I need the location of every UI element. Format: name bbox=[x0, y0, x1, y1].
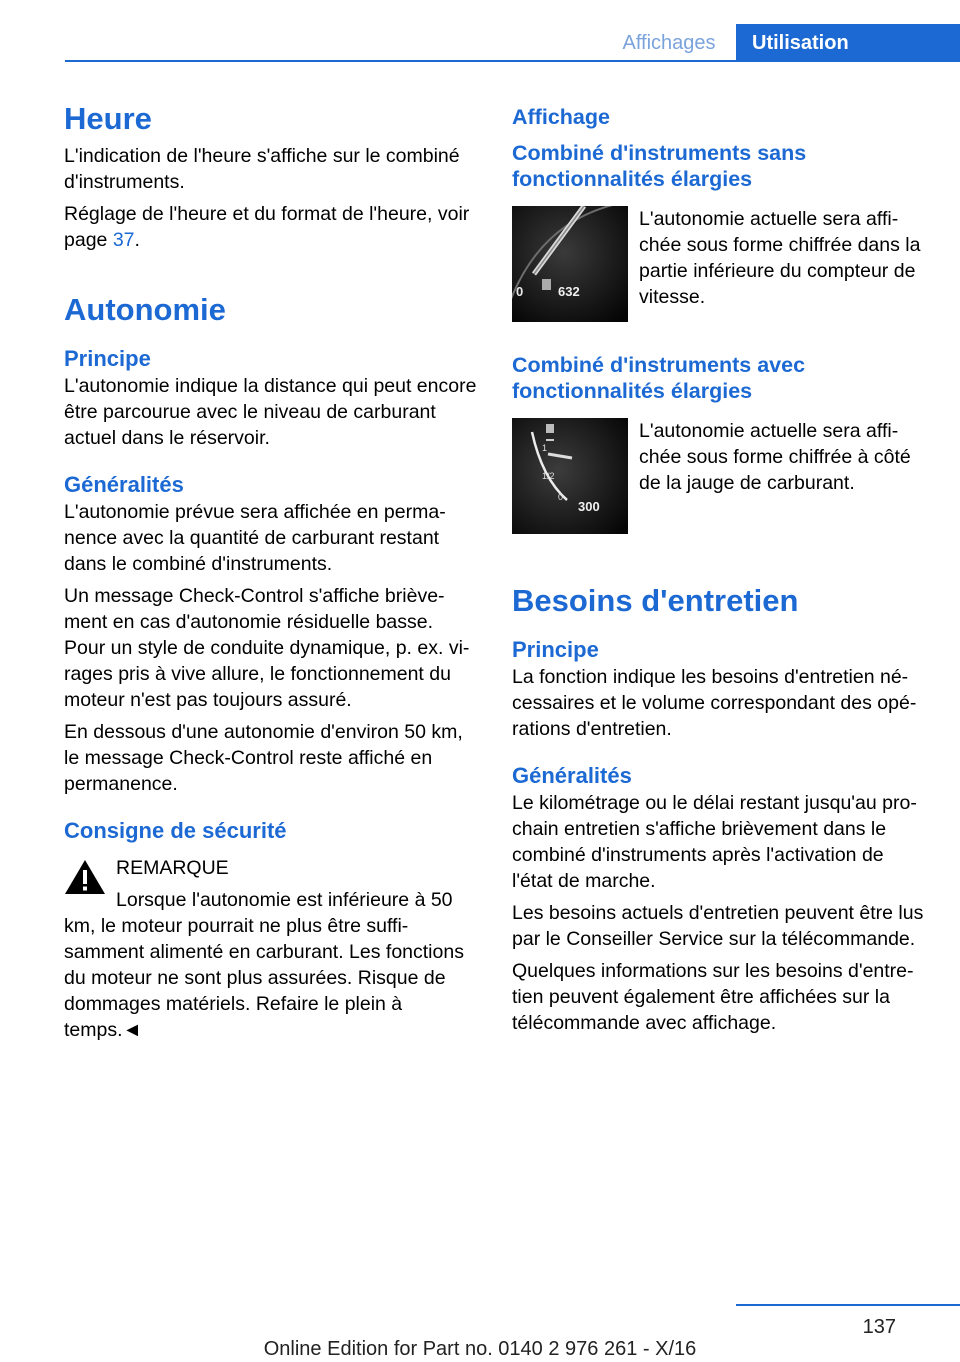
speedometer-range-value: 632 bbox=[558, 284, 580, 299]
autonomie-heading: Autonomie bbox=[64, 292, 226, 327]
autonomie-principe-paragraph: L'autonomie indique la distance qui peut encore être parcourue avec le niveau de carburant actuel dans le réservoir. bbox=[64, 375, 477, 449]
autonomie-generalites-paragraph-3: En dessous d'une autonomie d'environ 50 km, le message Check-Control reste affiché en permanence. bbox=[64, 721, 463, 795]
footer-rule bbox=[736, 1304, 960, 1306]
combine-avec-paragraph: L'autonomie actuelle sera affichée sous forme chiffrée à côté de la jauge de carburant. bbox=[639, 420, 911, 494]
combine-avec-heading: Combiné d'instruments avec fonctionnalités élargies bbox=[512, 353, 806, 403]
besoins-generalites-paragraph-1: Le kilométrage ou le délai restant jusqu'au prochain entretien s'affiche brièvement dans le combiné d'instruments après l'activation de l'état de marche. bbox=[512, 792, 917, 892]
heure-paragraph-2-end: . bbox=[134, 229, 140, 251]
heure-paragraph-1: L'indication de l'heure s'affiche sur le combiné d'instruments. bbox=[64, 145, 460, 193]
besoins-principe-heading: Principe bbox=[512, 637, 599, 662]
header-chapter-tab[interactable]: Utilisation bbox=[736, 24, 960, 62]
warning-notice bbox=[64, 855, 478, 881]
right-column bbox=[512, 100, 926, 1036]
combine-sans-figure-row bbox=[512, 206, 926, 322]
autonomie-generalites-paragraph-1: L'autonomie prévue sera affichée en permanence avec la quantité de carburant restant dans le combiné d'instruments. bbox=[64, 501, 446, 575]
warning-text: Lorsque l'autonomie est inférieure à 50 km, le moteur pourrait ne plus être suffisamment alimenté en carburant. Les fonctions du moteur ne sont plus assurées. Risque de dommages matériels. Refaire le plein à temps.◄ bbox=[64, 889, 464, 1041]
heure-paragraph-2-text: Réglage de l'heure et du format de l'heure, voir page bbox=[64, 203, 470, 251]
speedometer-range-image bbox=[512, 206, 628, 322]
header-section-tab[interactable]: Affichages bbox=[622, 32, 716, 54]
speedometer-zero-label: 0 bbox=[516, 284, 524, 299]
heure-heading: Heure bbox=[64, 101, 152, 136]
besoins-generalites-paragraph-2: Les besoins actuels d'entretien peuvent être lus par le Conseiller Service sur la télécommande. bbox=[512, 902, 924, 950]
combine-avec-figure-row bbox=[512, 418, 926, 534]
autonomie-generalites-paragraph-2: Un message Check-Control s'affiche brièvement en cas d'autonomie résiduelle basse. Pour un style de conduite dynamique, p. ex. virages pris à vive allure, le fonctionnement du moteur n'est pas toujours assuré. bbox=[64, 585, 470, 711]
page-reference-link[interactable]: 37 bbox=[112, 229, 135, 251]
warning-label: REMARQUE bbox=[116, 857, 229, 879]
autonomie-principe-heading: Principe bbox=[64, 346, 151, 371]
page-number: 137 bbox=[862, 1316, 896, 1338]
besoins-generalites-heading: Généralités bbox=[512, 763, 632, 788]
fuel-gauge-one-label: 1 bbox=[542, 443, 548, 453]
consigne-heading: Consigne de sécurité bbox=[64, 818, 287, 843]
combine-sans-heading: Combiné d'instruments sans fonctionnalités élargies bbox=[512, 141, 807, 191]
online-edition-note: Online Edition for Part no. 0140 2 976 261 - X/16 bbox=[263, 1338, 697, 1360]
fuel-gauge-range-image bbox=[512, 418, 628, 534]
besoins-generalites-paragraph-3: Quelques informations sur les besoins d'entretien peuvent également être affichées sur la télécommande avec affichage. bbox=[512, 960, 914, 1034]
warning-triangle-icon bbox=[64, 859, 106, 895]
autonomie-generalites-heading: Généralités bbox=[64, 472, 184, 497]
besoins-heading: Besoins d'entretien bbox=[512, 583, 799, 618]
left-column bbox=[64, 100, 478, 1043]
heure-paragraph-2 bbox=[64, 201, 478, 253]
fuel-gauge-range-value: 300 bbox=[578, 499, 600, 514]
fuel-gauge-zero-label: 0 bbox=[558, 492, 564, 502]
fuel-gauge-half-label: 1/2 bbox=[542, 471, 555, 481]
affichage-heading: Affichage bbox=[512, 105, 610, 129]
combine-sans-paragraph: L'autonomie actuelle sera affichée sous forme chiffrée dans la partie inférieure du compteur de vitesse. bbox=[639, 208, 921, 308]
besoins-principe-paragraph: La fonction indique les besoins d'entretien nécessaires et le volume correspondant des opérations d'entretien. bbox=[512, 666, 917, 740]
